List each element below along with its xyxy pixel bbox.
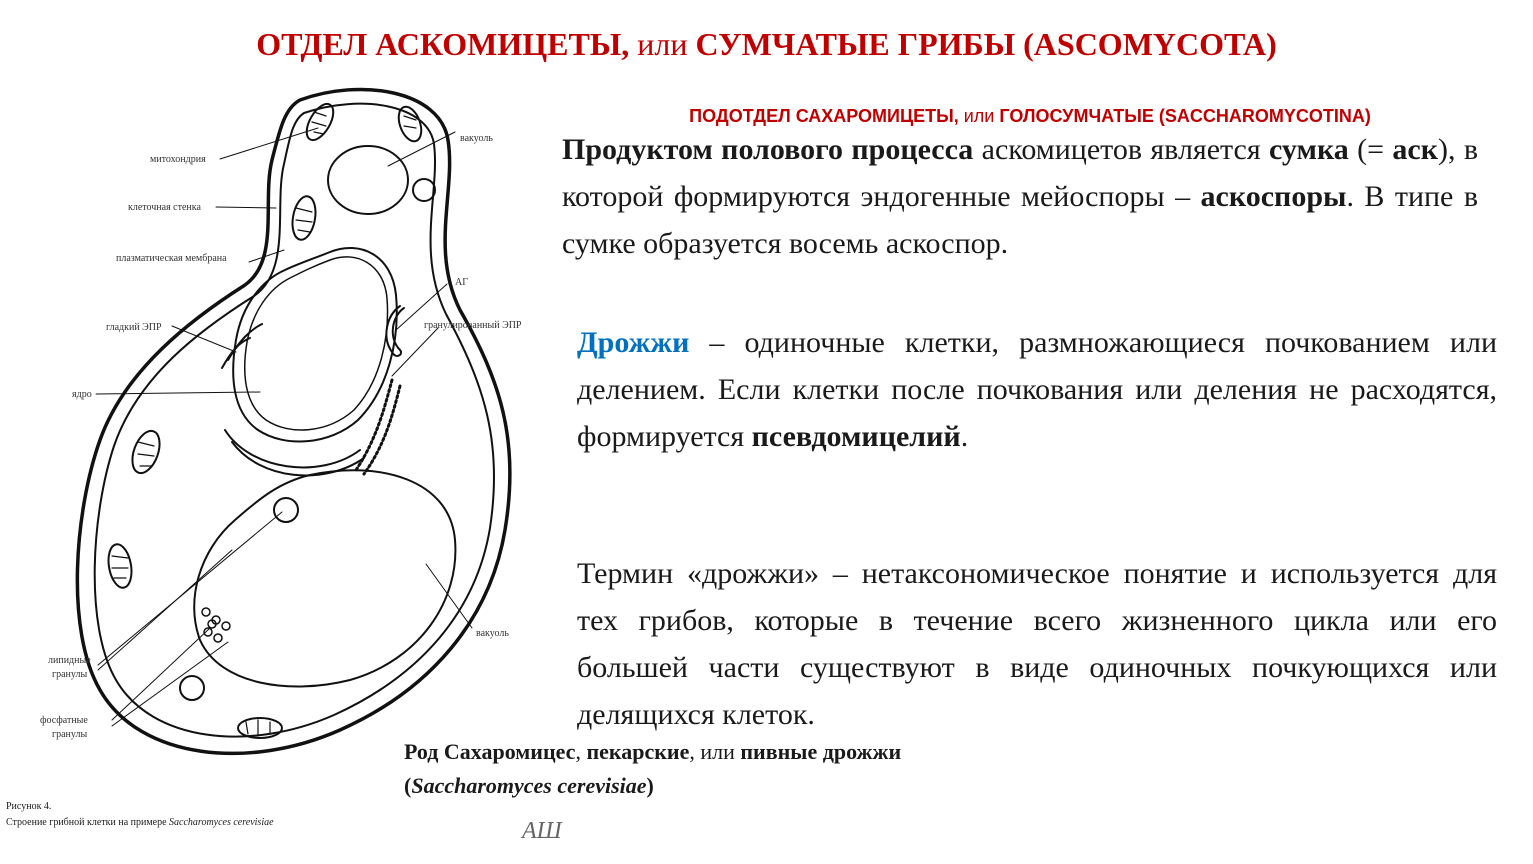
small-granule-top <box>413 179 435 201</box>
genus-t1: , <box>575 739 587 764</box>
yeast-cell-diagram <box>0 80 560 780</box>
leader-lines <box>96 128 472 726</box>
genus-t3: ( <box>404 773 412 798</box>
paragraph-yeast <box>577 319 1497 460</box>
subtitle-part-3: ГОЛОСУМЧАТЫЕ (SACCHAROMYCOTINA) <box>999 106 1371 126</box>
label-mitochondria: митохондрия <box>150 154 206 165</box>
figure-caption <box>6 799 274 831</box>
phosphate-granules <box>202 608 230 642</box>
rough-er-2 <box>364 386 400 474</box>
p1-bold-1: Продуктом полового процесса <box>562 133 974 166</box>
p1-text-1: аскомицетов является <box>973 133 1269 166</box>
label-cell-wall: клеточная стенка <box>128 202 201 213</box>
label-phosphate-2: гранулы <box>52 729 88 740</box>
p1-bold-4: аскоспоры <box>1200 180 1347 213</box>
genus-b2: пекарские <box>586 739 690 764</box>
genus-t4: ) <box>646 773 654 798</box>
label-golgi: АГ <box>455 277 469 288</box>
cell-wall-outline <box>77 89 510 753</box>
label-lipid-1: липидные <box>48 655 91 666</box>
caption-prefix: Строение грибной клетки на примере <box>6 817 170 828</box>
caption-line-2 <box>6 815 274 831</box>
p2-term: Дрожжи <box>577 326 690 359</box>
vacuole-bottom <box>194 470 455 686</box>
p2-bold: псевдомицелий <box>751 420 961 453</box>
genus-species: Saccharomyces cerevisiae <box>411 773 647 798</box>
signature: АШ <box>522 818 562 844</box>
genus-b3: пивные дрожжи <box>740 739 902 764</box>
caption-line-1: Рисунок 4. <box>6 801 52 812</box>
paragraph-term: Термин «дрожжи» – нетаксономическое понятие и используется для тех грибов, которые в течение всего жизненного цикла или его большей части существуют в виде одиночных почкующихся или делящихся клеток. <box>577 557 1497 731</box>
title-part-1: ОТДЕЛ АСКОМИЦЕТЫ, <box>256 26 630 62</box>
label-smooth-er: гладкий ЭПР <box>106 322 162 333</box>
label-plasma-membrane: плазматическая мембрана <box>116 253 227 264</box>
subtitle-part-1: ПОДОТДЕЛ САХАРОМИЦЕТЫ, <box>689 106 959 126</box>
title-part-3: СУМЧАТЫЕ ГРИБЫ (ASCOMYCOTA) <box>695 26 1277 62</box>
lipid-granule-2 <box>180 676 204 700</box>
mitochondrion-5 <box>105 542 134 589</box>
p2-text-2: . <box>960 420 969 453</box>
genus-b1: Род Сахаромицес <box>404 739 576 764</box>
subtitle-part-2: или <box>958 106 1000 126</box>
p2-text-1: – одиночные клетки, размножающиеся почкованием или делением. Если клетки после почкования или деления не расходятся, формируется <box>577 326 1497 453</box>
p1-text-4: . В типе в сумке образуется восемь аскоспор. <box>562 180 1478 260</box>
lipid-granule-1 <box>274 498 298 522</box>
label-phosphate-1: фосфатные <box>40 715 88 726</box>
label-vacuole-bottom: вакуоль <box>476 628 509 639</box>
label-vacuole-top: вакуоль <box>460 133 493 144</box>
mitochondrion-3 <box>289 194 318 241</box>
mitochondrion-4 <box>127 427 165 477</box>
vacuole-top <box>328 146 408 214</box>
plasma-membrane-outline <box>95 104 494 737</box>
p1-bold-2: сумка <box>1268 133 1349 166</box>
er-arc <box>225 430 360 467</box>
page-title <box>0 26 1533 63</box>
paragraph-ascus <box>562 126 1478 267</box>
p1-text-2: (= <box>1348 133 1393 166</box>
label-rough-er: гранулированный ЭПР <box>424 320 522 331</box>
subtitle <box>560 106 1500 127</box>
title-part-2: или <box>629 26 696 62</box>
genus-t2: , или <box>689 739 741 764</box>
p1-bold-3: аск <box>1392 133 1438 166</box>
label-nucleus: ядро <box>72 389 92 400</box>
label-lipid-2: гранулы <box>52 669 88 680</box>
p1-text-3: ), в которой формируются эндогенные мейоспоры – <box>562 133 1478 213</box>
caption-species: Saccharomyces cerevisiae <box>169 817 274 828</box>
